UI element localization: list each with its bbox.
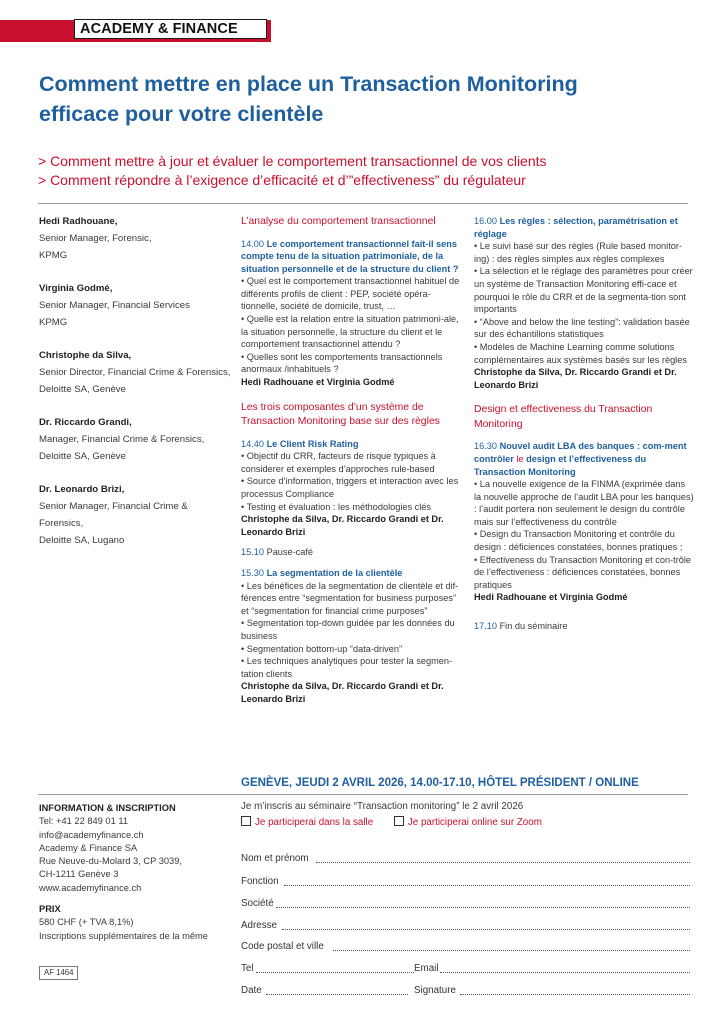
option-room-label: Je participerai dans la salle — [255, 817, 374, 828]
session-time: 14.00 — [241, 238, 264, 249]
speaker-name: Dr. Leonardo Brizi, — [39, 484, 125, 495]
speaker-org: Deloitte SA, Lugano — [39, 535, 125, 546]
pause-item — [241, 546, 466, 559]
date-field[interactable] — [266, 994, 408, 995]
bullet: • La sélection et le réglage des paramètres pour créer un système de Transaction Monitoring effi-cace et pourquoi le rôle du CRR et de la segmenta-tion sont importants — [474, 266, 693, 315]
section-heading: L’analyse du comportement transactionnel — [241, 216, 436, 227]
speaker — [39, 280, 234, 331]
session-time: 15.30 — [241, 567, 264, 578]
bullet: • La nouvelle exigence de la FINMA (exprimée dans la nouvelle approche de l’audit LBA pour les banques) : l’audit portera non seulement le design du contrôle mais sur l’effectiveness du contrôle — [474, 479, 694, 527]
event-details: GENÈVE, JEUDI 2 AVRIL 2026, 14.00-17.10, HÔTEL PRÉSIDENT / ONLINE — [241, 777, 639, 789]
program-column-2 — [474, 215, 694, 633]
session-time: 16.00 — [474, 216, 497, 226]
speaker — [39, 213, 234, 264]
bullet: • Segmentation top-down guidée par les données du business — [241, 618, 455, 641]
speaker-org: Deloitte SA, Genève — [39, 384, 126, 395]
speaker — [39, 481, 234, 549]
bottom-divider — [38, 794, 688, 795]
session-title: Les règles : sélection, paramétrisation et réglage — [474, 216, 678, 239]
speaker-role: Senior Manager, Forensic, — [39, 233, 152, 244]
speaker-role: Senior Manager, Financial Crime & Forensics, — [39, 501, 188, 529]
program-column-1 — [241, 215, 466, 706]
speaker-name: Christophe da Silva, — [39, 350, 132, 361]
postcode-field[interactable] — [333, 950, 690, 951]
bullet: • Modèles de Machine Learning comme solutions complémentaires aux systèmes basés sur les règles — [474, 341, 687, 365]
info-address-2: CH-1211 Genève 3 — [39, 869, 119, 880]
session-speakers: Christophe da Silva, Dr. Riccardo Grandi et Dr. Leonardo Brizi — [241, 514, 444, 537]
end-time: 17.10 — [474, 621, 497, 632]
bullet: • Design du Transaction Monitoring et contrôle du design : déficiences constatées, bonnes pratiques ; — [474, 529, 683, 553]
speaker-name: Hedi Radhouane, — [39, 216, 118, 227]
program-item — [474, 440, 694, 604]
subtitles — [38, 152, 718, 190]
session-time: 14.40 — [241, 438, 264, 449]
speaker — [39, 347, 234, 398]
signature-label: Signature — [414, 985, 456, 996]
address-field[interactable] — [282, 929, 690, 930]
checkbox-room[interactable] — [241, 816, 251, 826]
address-label: Adresse — [241, 920, 277, 931]
top-divider — [38, 203, 688, 204]
speaker — [39, 414, 234, 465]
session-title: Nouvel audit LBA des banques : com-ment contrôler — [474, 441, 687, 464]
info-email[interactable]: info@academyfinance.ch — [39, 829, 144, 840]
function-label: Fonction — [241, 876, 279, 887]
bullet: • Quelle est la relation entre la situation patrimoni-ale, la situation personnelle, la structure du client et le comportement transactionnel attendu ? — [241, 314, 459, 350]
company-field[interactable] — [276, 907, 690, 908]
bullet: • Source d’information, triggers et interaction avec les processus Compliance — [241, 476, 459, 499]
pause-label: Pause-café — [266, 547, 314, 558]
session-speakers: Christophe da Silva, Dr. Riccardo Grandi et Dr. Leonardo Brizi — [474, 367, 677, 390]
session-title: Le comportement transactionnel fait-il sens compte tenu de la situation patrimoniale, de la situation personnelle et de la structure du client ? — [241, 238, 459, 274]
session-speakers: Christophe da Silva, Dr. Riccardo Grandi et Dr. Leonardo Brizi — [241, 681, 444, 704]
attendance-options — [241, 816, 693, 828]
bullet: • Objectif du CRR, facteurs de risque typiques à considerer et exemples d’approches rule-based — [241, 451, 436, 474]
session-speakers: Hedi Radhouane et Virginia Godmé — [474, 592, 628, 603]
info-address-1: Rue Neuve-du-Molard 3, CP 3039, — [39, 856, 182, 867]
speaker-org: KPMG — [39, 317, 68, 328]
option-online-label: Je participerai online sur Zoom — [407, 817, 542, 828]
tel-label: Tel — [241, 963, 254, 974]
checkbox-online[interactable] — [394, 816, 404, 826]
session-title-cont: design et l’effectiveness du Transaction Monitoring — [474, 453, 647, 477]
speaker-org: KPMG — [39, 250, 68, 261]
bullet: • Testing et évaluation : les méthodologies clés — [241, 501, 431, 512]
title-line-1: Comment mettre en place un Transaction Monitoring — [39, 72, 578, 96]
company-label: Société — [241, 898, 274, 909]
price-heading: PRIX — [39, 904, 61, 915]
program-item — [241, 238, 466, 389]
end-item — [474, 620, 694, 633]
email-field[interactable] — [440, 972, 690, 973]
date-label: Date — [241, 985, 262, 996]
speaker-name: Virginia Godmé, — [39, 283, 113, 294]
form-intro: Je m’inscris au séminaire “Transaction monitoring” le 2 avril 2026 — [241, 801, 524, 812]
session-title: La segmentation de la clientèle — [266, 567, 403, 578]
session-title: Le Client Risk Rating — [266, 438, 359, 449]
bullet: • Effectiveness du Transaction Monitoring et con-trôle de l’effectiveness : déficiences constatées, bonnes pratiques — [474, 554, 692, 590]
function-field[interactable] — [284, 885, 690, 886]
bullet: • Quelles sont les comportements transactionnels anormaux /inhabituels ? — [241, 351, 443, 375]
price-note: Inscriptions supplémentaires de la même — [39, 930, 208, 941]
program-item — [241, 567, 466, 706]
speaker-role: Senior Director, Financial Crime & Forensics, — [39, 367, 231, 378]
email-label: Email — [414, 963, 439, 974]
bullet: • Segmentation bottom-up “data-driven” — [241, 643, 403, 654]
registration-form — [241, 801, 693, 828]
section-heading: Design et effectiveness du Transaction Monitoring — [474, 404, 653, 430]
session-time: 16.30 — [474, 441, 497, 452]
speaker-role: Manager, Financial Crime & Forensics, — [39, 434, 205, 445]
info-tel[interactable]: Tel: +41 22 849 01 11 — [39, 816, 128, 827]
subtitle-2: > Comment répondre à l’exigence d’efficacité et d’”effectiveness” du régulateur — [38, 172, 526, 188]
end-label: Fin du séminaire — [499, 621, 568, 632]
brand-logo: ACADEMY & FINANCE — [80, 21, 238, 37]
section-heading: Les trois composantes d’un système de Transaction Monitoring base sur des règles — [241, 401, 440, 428]
signature-field[interactable] — [460, 994, 690, 995]
info-heading: INFORMATION & INSCRIPTION — [39, 803, 176, 813]
pause-time: 15.10 — [241, 547, 264, 558]
info-company: Academy & Finance SA — [39, 842, 138, 853]
price: 580 CHF (+ TVA 8,1%) — [39, 917, 134, 928]
bullet: • Quel est le comportement transactionnel habituel de différents profils de client : PEP, société opéra-tionnelle, société de domicile, trust, … — [241, 276, 460, 312]
bullet: • “Above and below the line testing”: validation basée sur des échantillons statistiques — [474, 316, 690, 340]
bullet: • Les techniques analytiques pour tester la segmen-tation clients — [241, 656, 453, 679]
tel-field[interactable] — [256, 972, 414, 973]
speakers-list — [39, 213, 234, 565]
bullet: • Le suivi basé sur des règles (Rule based monitor-ing) : des règles simples aux règles complexes — [474, 241, 682, 264]
postcode-label: Code postal et ville — [241, 941, 324, 952]
name-field[interactable] — [316, 862, 690, 863]
name-label: Nom et prénom — [241, 853, 309, 864]
program-item — [474, 215, 694, 391]
session-title-connector: le — [516, 453, 524, 464]
page-title — [39, 69, 679, 129]
speaker-org: Deloitte SA, Genève — [39, 451, 126, 462]
session-speakers: Hedi Radhouane et Virginia Godmé — [241, 377, 395, 388]
info-block — [39, 802, 239, 943]
info-web[interactable]: www.academyfinance.ch — [39, 882, 142, 893]
bullet: • Les bénéfices de la segmentation de clientèle et dif-férences entre “segmentation for business purposes” et “segmentation for financial crime purposes” — [241, 580, 459, 616]
reference-code: AF 1464 — [39, 966, 78, 980]
title-line-2: efficace pour votre clientèle — [39, 102, 324, 126]
program-item — [241, 438, 466, 539]
speaker-role: Senior Manager, Financial Services — [39, 300, 190, 311]
subtitle-1: > Comment mettre à jour et évaluer le comportement transactionnel de vos clients — [38, 153, 547, 169]
speaker-name: Dr. Riccardo Grandi, — [39, 417, 132, 428]
